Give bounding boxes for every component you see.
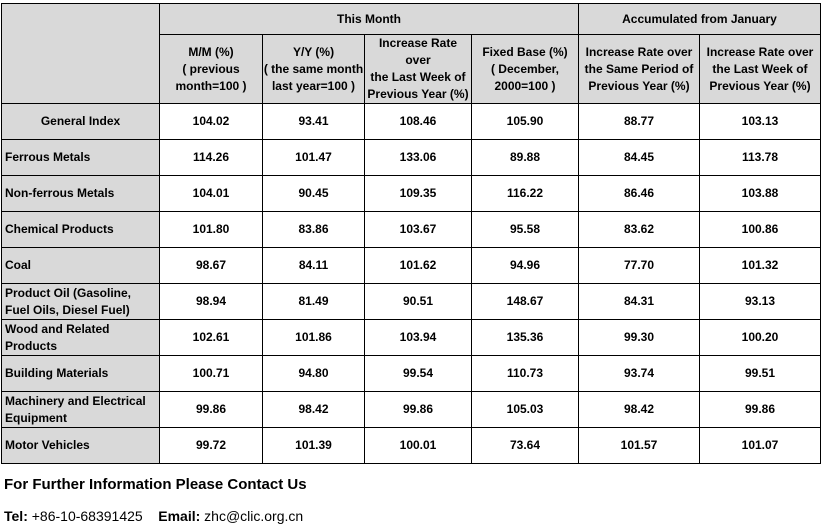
- value-cell: 89.88: [472, 140, 579, 176]
- value-cell: 84.11: [263, 248, 365, 284]
- column-header-line: M/M (%): [188, 44, 234, 59]
- column-header: [365, 35, 472, 104]
- column-header-line: Y/Y (%): [292, 44, 335, 59]
- value-cell: 99.54: [365, 356, 472, 392]
- contact-line: [4, 508, 303, 524]
- value-cell: 101.62: [365, 248, 472, 284]
- value-cell: 98.42: [263, 392, 365, 428]
- value-cell: 93.74: [579, 356, 700, 392]
- value-cell: 99.72: [160, 428, 263, 464]
- table-row: [2, 356, 821, 392]
- column-header-line: month=100 ): [175, 78, 247, 93]
- this-month-header: This Month: [160, 4, 579, 35]
- row-label: Ferrous Metals: [2, 140, 160, 176]
- column-header-line: Fixed Base (%): [482, 44, 568, 59]
- value-cell: 73.64: [472, 428, 579, 464]
- value-cell: 98.94: [160, 284, 263, 320]
- value-cell: 84.31: [579, 284, 700, 320]
- table-row: [2, 176, 821, 212]
- contact-title: For Further Information Please Contact Us: [4, 476, 307, 493]
- tel-number: +86-10-68391425: [31, 508, 143, 524]
- value-cell: 94.96: [472, 248, 579, 284]
- value-cell: 101.47: [263, 140, 365, 176]
- column-header: [263, 35, 365, 104]
- value-cell: 101.86: [263, 320, 365, 356]
- row-label: Non-ferrous Metals: [2, 176, 160, 212]
- email-address: zhc@clic.org.cn: [204, 508, 304, 524]
- row-label: Building Materials: [2, 356, 160, 392]
- row-label: Wood and Related Products: [2, 320, 160, 356]
- value-cell: 93.41: [263, 104, 365, 140]
- value-cell: 105.03: [472, 392, 579, 428]
- accumulated-header: Accumulated from January: [579, 4, 821, 35]
- row-label: Coal: [2, 248, 160, 284]
- value-cell: 102.61: [160, 320, 263, 356]
- table-row: [2, 284, 821, 320]
- column-header-line: Previous Year (%): [588, 78, 690, 93]
- column-header-line: Previous Year (%): [709, 78, 811, 93]
- column-header-line: last year=100 ): [271, 78, 356, 93]
- column-header: [160, 35, 263, 104]
- value-cell: 83.86: [263, 212, 365, 248]
- value-cell: 99.86: [160, 392, 263, 428]
- value-cell: 103.88: [700, 176, 821, 212]
- value-cell: 95.58: [472, 212, 579, 248]
- column-header-line: Increase Rate over: [706, 44, 814, 59]
- value-cell: 101.57: [579, 428, 700, 464]
- value-cell: 108.46: [365, 104, 472, 140]
- value-cell: 99.30: [579, 320, 700, 356]
- value-cell: 98.67: [160, 248, 263, 284]
- value-cell: 135.36: [472, 320, 579, 356]
- value-cell: 98.42: [579, 392, 700, 428]
- value-cell: 116.22: [472, 176, 579, 212]
- table-row: [2, 392, 821, 428]
- corner-cell: [2, 4, 160, 104]
- value-cell: 84.45: [579, 140, 700, 176]
- column-header-line: the Same Period of: [584, 61, 694, 76]
- table-row: [2, 140, 821, 176]
- value-cell: 90.45: [263, 176, 365, 212]
- value-cell: 100.20: [700, 320, 821, 356]
- table-row: [2, 212, 821, 248]
- value-cell: 101.39: [263, 428, 365, 464]
- email-label: Email:: [158, 508, 201, 524]
- value-cell: 101.80: [160, 212, 263, 248]
- table-row: [2, 320, 821, 356]
- value-cell: 109.35: [365, 176, 472, 212]
- value-cell: 105.90: [472, 104, 579, 140]
- column-header-line: Previous Year (%): [367, 87, 469, 101]
- column-header-line: ( previous: [182, 61, 240, 76]
- value-cell: 94.80: [263, 356, 365, 392]
- value-cell: 86.46: [579, 176, 700, 212]
- value-cell: 148.67: [472, 284, 579, 320]
- value-cell: 90.51: [365, 284, 472, 320]
- column-header-line: 2000=100 ): [494, 78, 556, 93]
- row-label: Machinery and Electrical Equipment: [2, 392, 160, 428]
- row-label: Motor Vehicles: [2, 428, 160, 464]
- table-row: [2, 104, 821, 140]
- value-cell: 103.94: [365, 320, 472, 356]
- value-cell: 99.86: [700, 392, 821, 428]
- value-cell: 103.67: [365, 212, 472, 248]
- column-header: [472, 35, 579, 104]
- value-cell: 104.02: [160, 104, 263, 140]
- value-cell: 99.51: [700, 356, 821, 392]
- price-index-table: [1, 3, 821, 464]
- row-label: General Index: [2, 104, 160, 140]
- value-cell: 93.13: [700, 284, 821, 320]
- value-cell: 77.70: [579, 248, 700, 284]
- table-row: [2, 428, 821, 464]
- row-label: Chemical Products: [2, 212, 160, 248]
- value-cell: 110.73: [472, 356, 579, 392]
- value-cell: 99.86: [365, 392, 472, 428]
- value-cell: 83.62: [579, 212, 700, 248]
- value-cell: 103.13: [700, 104, 821, 140]
- value-cell: 114.26: [160, 140, 263, 176]
- value-cell: 101.07: [700, 428, 821, 464]
- column-header-line: Increase Rate over: [378, 36, 458, 67]
- column-header-line: ( the same month: [263, 61, 364, 76]
- column-header: [579, 35, 700, 104]
- value-cell: 133.06: [365, 140, 472, 176]
- value-cell: 113.78: [700, 140, 821, 176]
- value-cell: 104.01: [160, 176, 263, 212]
- value-cell: 81.49: [263, 284, 365, 320]
- value-cell: 100.01: [365, 428, 472, 464]
- value-cell: 101.32: [700, 248, 821, 284]
- tel-label: Tel:: [4, 508, 28, 524]
- value-cell: 100.71: [160, 356, 263, 392]
- column-header-line: Increase Rate over: [585, 44, 693, 59]
- column-header-line: ( December,: [490, 61, 560, 76]
- table-row: [2, 248, 821, 284]
- row-label: Product Oil (Gasoline, Fuel Oils, Diesel Fuel): [2, 284, 160, 320]
- column-header-line: the Last Week of: [370, 70, 466, 84]
- column-header: [700, 35, 821, 104]
- value-cell: 88.77: [579, 104, 700, 140]
- value-cell: 100.86: [700, 212, 821, 248]
- column-header-line: the Last Week of: [712, 61, 808, 76]
